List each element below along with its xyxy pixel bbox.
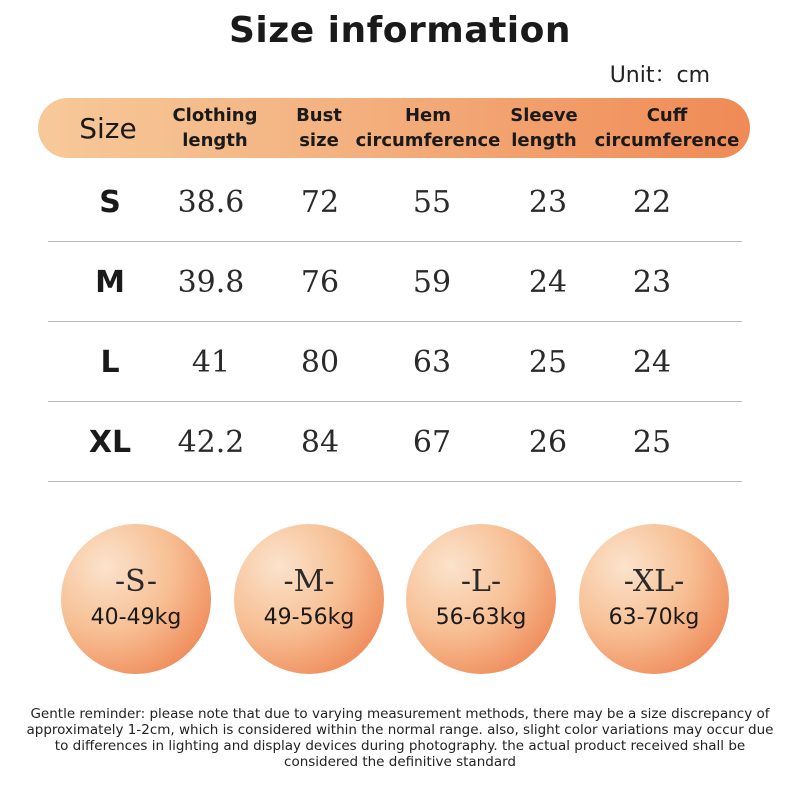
- gentle-reminder: Gentle reminder: please note that due to varying measurement methods, there may be a size discrepancy of approximately 1-2cm, which is considered within the normal range. also, slight color variations may occur due to differences in lighting and display devices during photography. the actual product received shall be considered the definitive standard: [26, 706, 774, 770]
- cuff-circumference-cell: 25: [632, 424, 672, 460]
- header-clothing-length: Clothing length: [172, 105, 258, 151]
- clothing-length-cell: 39.8: [177, 264, 245, 300]
- weight-size-label: -S-: [115, 564, 157, 599]
- sleeve-length-cell: 26: [528, 424, 568, 460]
- weight-size-label: -L-: [460, 564, 502, 599]
- sleeve-length-cell: 24: [528, 264, 568, 300]
- table-row: [48, 322, 742, 402]
- cuff-circumference-cell: 24: [632, 344, 672, 380]
- page-title: Size information: [228, 10, 571, 51]
- header-cuff-circumference: Cuff circumference: [594, 105, 740, 151]
- hem-circumference-cell: 59: [412, 264, 452, 300]
- cuff-circumference-cell: 22: [632, 184, 672, 220]
- header-size: Size: [79, 111, 137, 145]
- clothing-length-cell: 42.2: [177, 424, 245, 460]
- bust-size-cell: 72: [300, 184, 340, 220]
- table-header: [38, 98, 750, 158]
- size-cell: XL: [88, 424, 132, 460]
- bust-size-cell: 80: [300, 344, 340, 380]
- weight-range: 40-49kg: [90, 605, 182, 630]
- hem-circumference-cell: 63: [412, 344, 452, 380]
- weight-range: 56-63kg: [435, 605, 527, 630]
- header-bust-size: Bust size: [296, 105, 342, 151]
- weight-size-label: -M-: [283, 564, 335, 599]
- hem-circumference-cell: 67: [412, 424, 452, 460]
- hem-circumference-cell: 55: [412, 184, 452, 220]
- bust-size-cell: 84: [300, 424, 340, 460]
- weight-circle-xl: [579, 524, 729, 674]
- weight-circle-l: [406, 524, 556, 674]
- row-divider: [48, 481, 742, 482]
- sleeve-length-cell: 25: [528, 344, 568, 380]
- weight-range: 63-70kg: [608, 605, 700, 630]
- weight-circle-s: [61, 524, 211, 674]
- weight-range: 49-56kg: [263, 605, 355, 630]
- unit-label: Unit：cm: [609, 63, 710, 88]
- weight-circle-m: [234, 524, 384, 674]
- weight-size-label: -XL-: [623, 564, 685, 599]
- table-row: [48, 242, 742, 322]
- table-row: [48, 402, 742, 482]
- clothing-length-cell: 38.6: [177, 184, 245, 220]
- size-cell: S: [99, 184, 121, 220]
- sleeve-length-cell: 23: [528, 184, 568, 220]
- size-cell: M: [95, 264, 125, 300]
- size-cell: L: [100, 344, 120, 380]
- clothing-length-cell: 41: [191, 344, 231, 380]
- table-row: [48, 162, 742, 242]
- cuff-circumference-cell: 23: [632, 264, 672, 300]
- header-sleeve-length: Sleeve length: [510, 105, 578, 151]
- header-hem-circumference: Hem circumference: [355, 105, 501, 151]
- bust-size-cell: 76: [300, 264, 340, 300]
